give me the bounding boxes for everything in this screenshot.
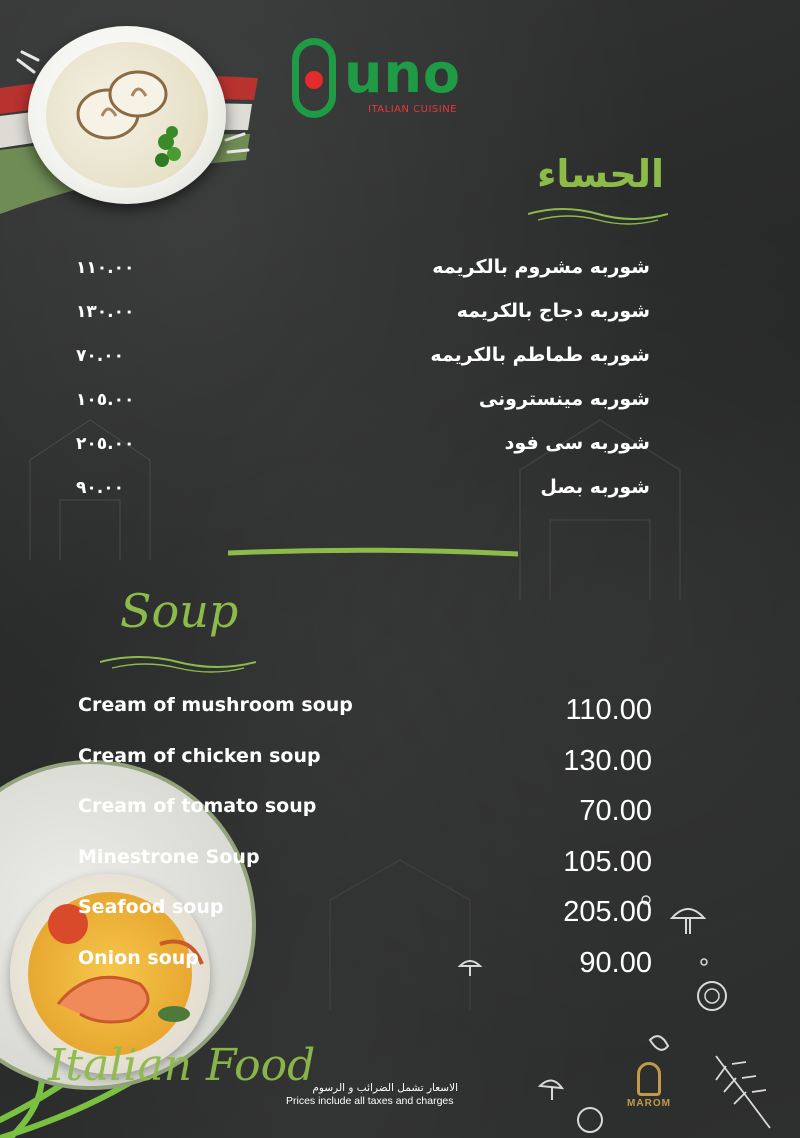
- uno-logo: [292, 38, 472, 122]
- item-price: ١٣٠.٠٠: [76, 302, 135, 322]
- item-price: ٩٠.٠٠: [76, 478, 124, 498]
- item-price: 105.00: [563, 845, 652, 878]
- list-item: [76, 300, 650, 344]
- marom-mark-icon: [637, 1062, 661, 1096]
- price-note-arabic: الاسعار تشمل الضرائب و الرسوم: [312, 1082, 458, 1094]
- item-price: 90.00: [579, 946, 652, 979]
- item-price: ٢٠٥.٠٠: [76, 434, 135, 454]
- list-item: [76, 476, 650, 520]
- item-name: شوربه دجاج بالكريمه: [456, 300, 650, 322]
- item-price: ١٠٥.٠٠: [76, 390, 135, 410]
- list-item: [78, 892, 652, 943]
- english-title-underline-icon: [100, 648, 256, 674]
- list-item: [76, 388, 650, 432]
- item-name: Cream of tomato soup: [78, 795, 317, 817]
- list-item: [78, 741, 652, 792]
- mushroom-soup-bowl-image: [28, 26, 226, 204]
- item-name: Seafood soup: [78, 896, 224, 918]
- list-item: [76, 256, 650, 300]
- item-price: 205.00: [563, 896, 652, 928]
- item-name: شوربه طماطم بالكريمه: [430, 344, 650, 366]
- arabic-title-underline-icon: [528, 200, 668, 226]
- logo-wordmark: uno: [344, 42, 461, 105]
- item-name: Cream of chicken soup: [78, 744, 321, 767]
- item-name: شوربه سى فود: [504, 432, 650, 454]
- marom-logo: [614, 1062, 684, 1109]
- item-price: ١١٠.٠٠: [76, 258, 135, 278]
- item-name: Minestrone Soup: [78, 845, 260, 868]
- arabic-menu-list: [76, 256, 650, 520]
- price-note-english: Prices include all taxes and charges: [286, 1095, 454, 1107]
- logo-tagline: ITALIAN CUISINE: [368, 104, 457, 115]
- item-name: شوربه بصل: [540, 476, 650, 498]
- list-item: [78, 791, 652, 842]
- marom-name: MAROM: [627, 1098, 671, 1109]
- item-name: Cream of mushroom soup: [78, 694, 353, 716]
- logo-mark-icon: [292, 38, 336, 118]
- list-item: [78, 943, 652, 994]
- english-section-title: Soup: [120, 584, 239, 638]
- price-note: [286, 1082, 466, 1107]
- item-name: شوربه مينسترونى: [478, 388, 650, 410]
- list-item: [76, 344, 650, 388]
- item-price: 110.00: [565, 694, 652, 726]
- item-name: شوربه مشروم بالكريمه: [432, 256, 650, 278]
- list-item: [76, 432, 650, 476]
- italian-food-script: Italian Food: [48, 1040, 316, 1091]
- list-item: [78, 690, 652, 741]
- arabic-section-title: الحساء: [536, 152, 664, 196]
- english-menu-list: [78, 690, 652, 993]
- item-price: ٧٠.٠٠: [76, 346, 124, 366]
- list-item: [78, 842, 652, 893]
- mushroom-garnish-icon: [46, 42, 208, 188]
- section-divider: [228, 546, 518, 560]
- item-name: Onion soup: [78, 946, 199, 969]
- item-price: 70.00: [579, 795, 652, 827]
- item-price: 130.00: [563, 744, 652, 777]
